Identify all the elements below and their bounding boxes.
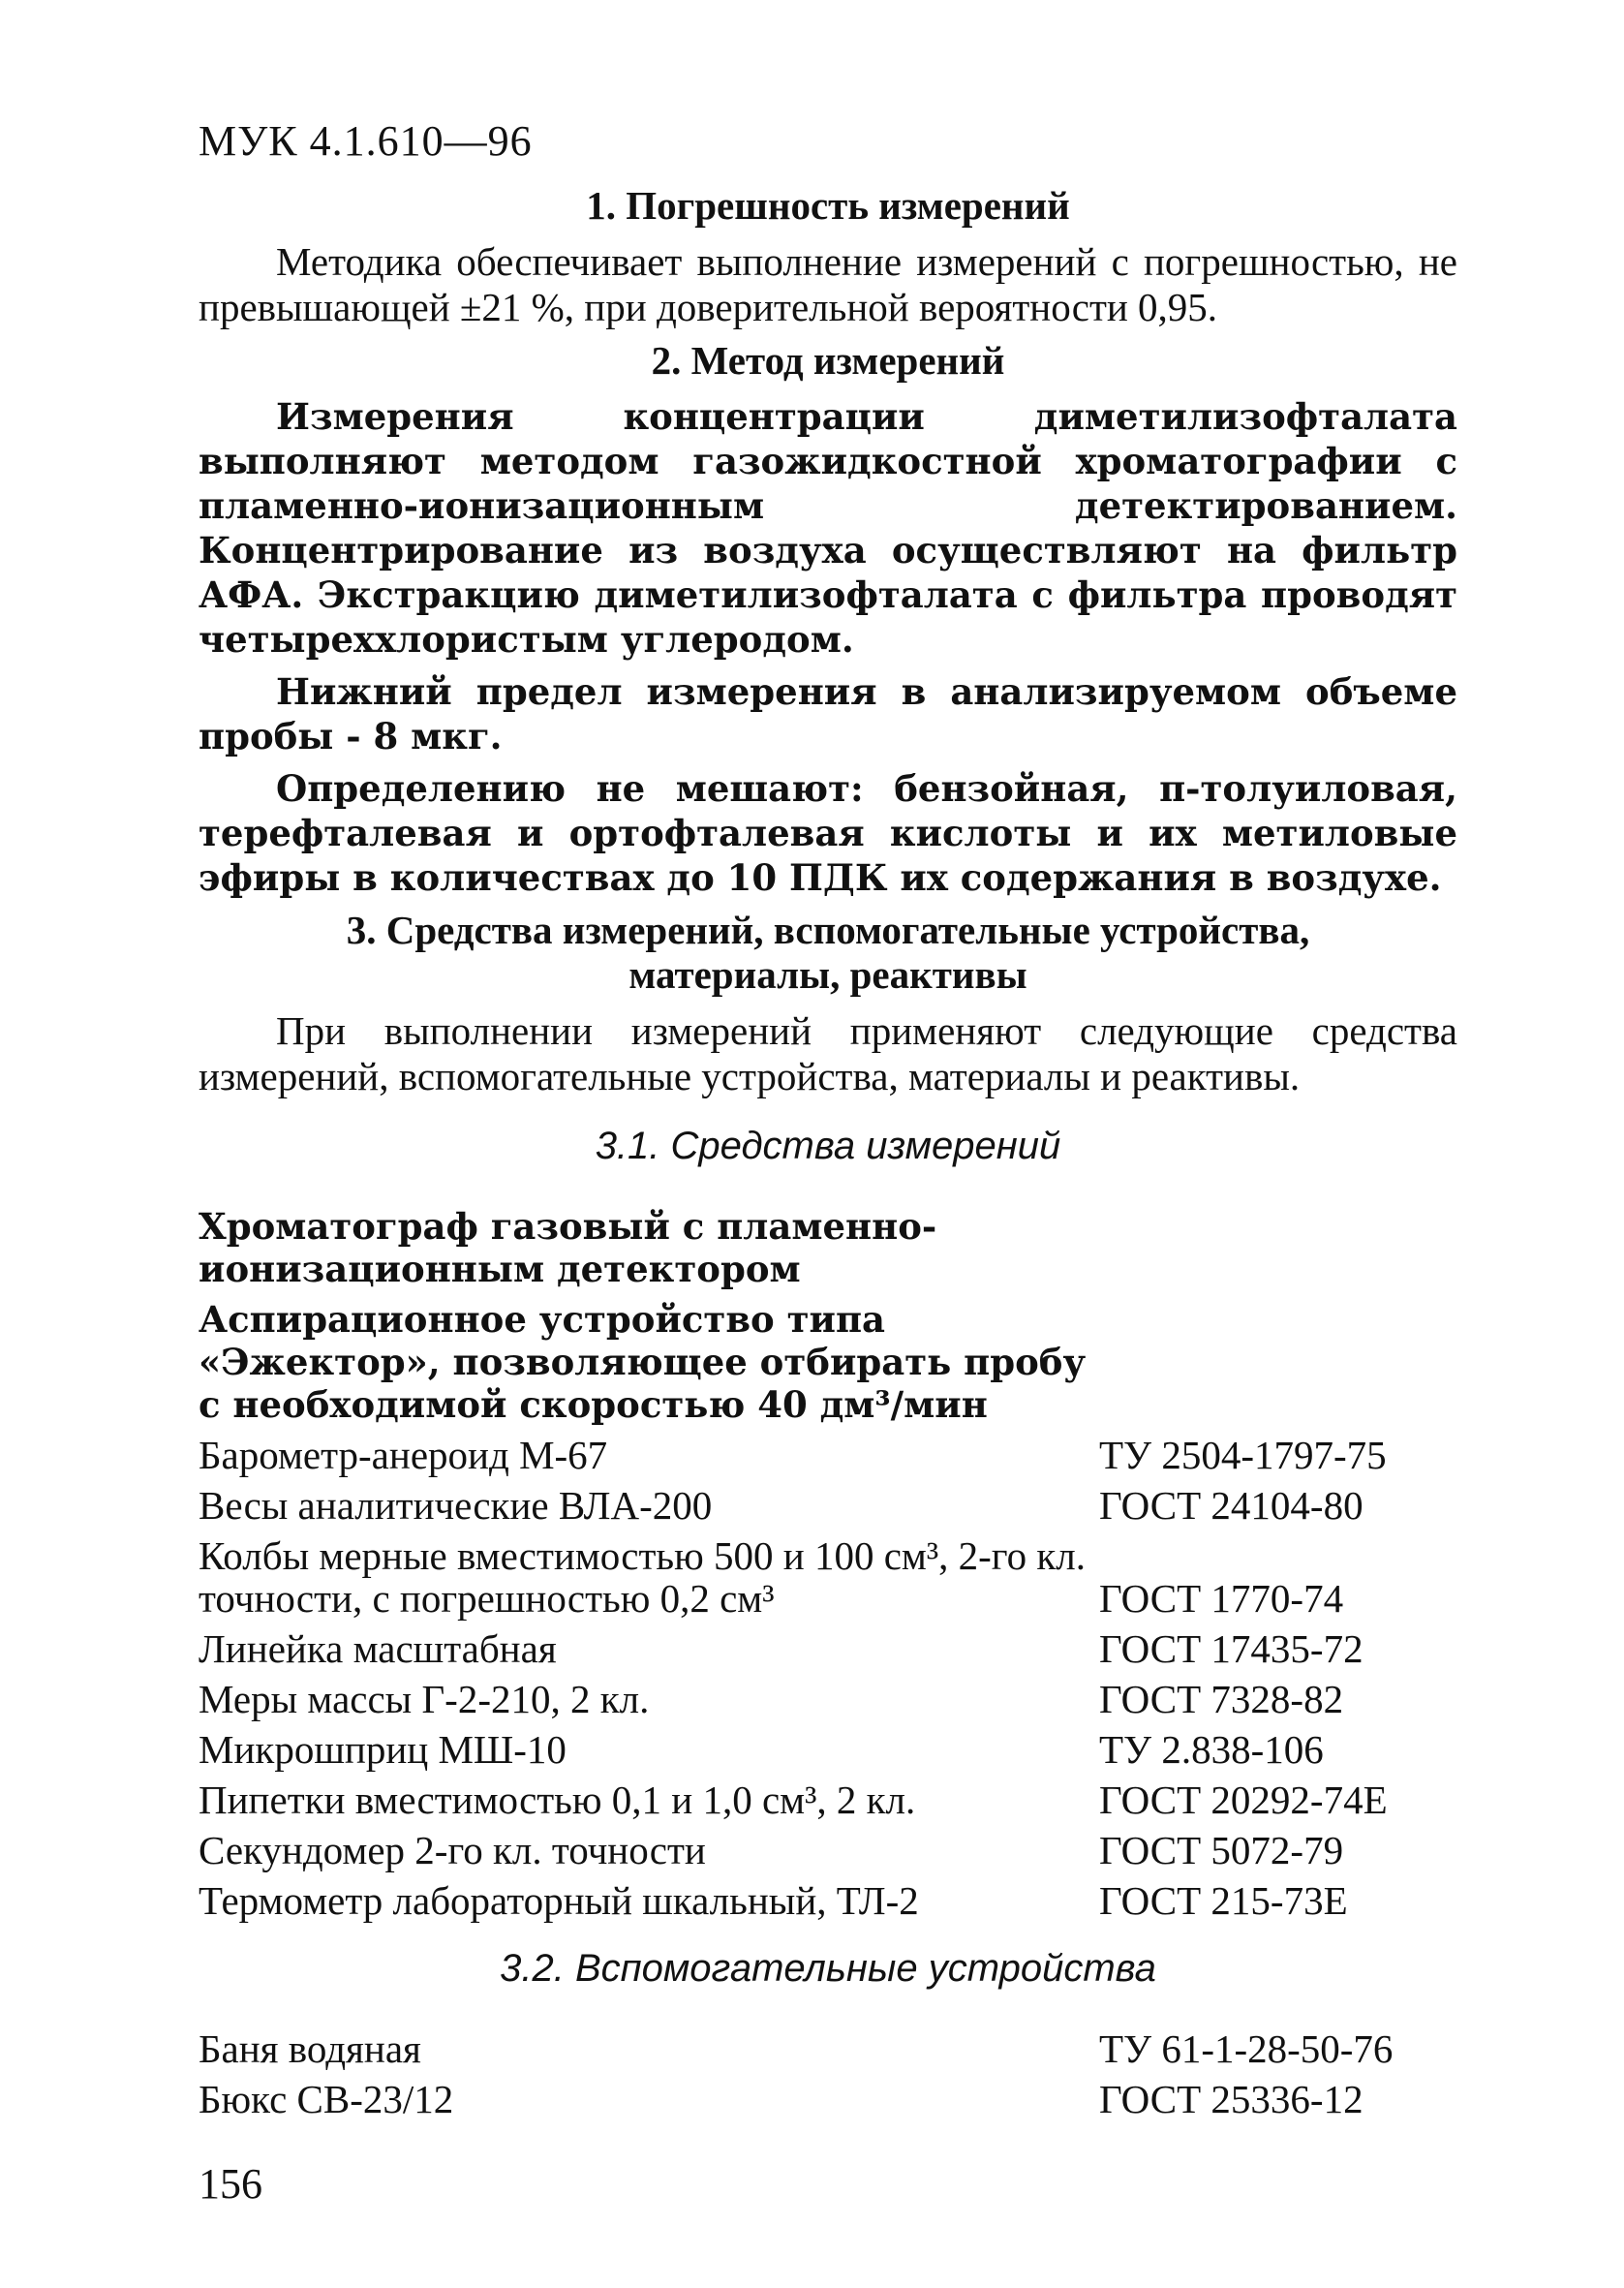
equipment-name: Аспирационное устройство типа «Эжектор», позволяющее отбирать пробу с необходимой скоростью 40 дм³/мин bbox=[199, 1298, 1087, 1426]
equipment-standard: ГОСТ 7328-82 bbox=[1099, 1677, 1344, 1721]
equipment-name: Весы аналитические ВЛА-200 bbox=[199, 1483, 713, 1528]
equipment-name: Колбы мерные вместимостью 500 и 100 см³, 2-го кл. точности, с погрешностью 0,2 см³ bbox=[199, 1533, 1086, 1621]
auxiliary-equipment-table bbox=[199, 2020, 1457, 2120]
equipment-standard: ГОСТ 24104-80 bbox=[1099, 1483, 1364, 1528]
equipment-standard: ТУ 2504-1797-75 bbox=[1099, 1433, 1387, 1477]
table-row bbox=[199, 1197, 1457, 1290]
equipment-standard: ГОСТ 5072-79 bbox=[1099, 1828, 1344, 1872]
equipment-name: Хроматограф газовый с пламенно-ионизационным детектором bbox=[199, 1205, 937, 1290]
section-2-heading: 2. Метод измерений bbox=[651, 338, 1005, 383]
equipment-name: Баня водяная bbox=[199, 2026, 421, 2071]
table-row bbox=[199, 1720, 1457, 1771]
equipment-standard: ГОСТ 1770-74 bbox=[1099, 1576, 1344, 1621]
section-1-heading: 1. Погрешность измерений bbox=[586, 183, 1070, 228]
measuring-equipment-table bbox=[199, 1197, 1457, 1922]
section-1-paragraph: Методика обеспечивает выполнение измерений с погрешностью, не превышающей ±21 %, при доверительной вероятности 0,95. bbox=[199, 239, 1457, 329]
running-header: МУК 4.1.610—96 bbox=[199, 117, 533, 165]
section-3-heading-line-1: 3. Средства измерений, вспомогательные устройства, bbox=[346, 908, 1310, 952]
equipment-standard bbox=[1099, 1290, 1457, 1426]
equipment-name: Бюкс СВ-23/12 bbox=[199, 2077, 454, 2121]
equipment-name: Термометр лабораторный шкальный, ТЛ-2 bbox=[199, 1878, 919, 1923]
equipment-standard bbox=[1099, 1197, 1457, 1290]
table-row bbox=[199, 1871, 1457, 1922]
section-2-paragraph-1: Измерения концентрации диметилизофталата выполняют методом газожидкостной хроматографии с пламенно-ионизационным детектированием. Концентрирование из воздуха осуществляют на фильтр АФА. Экстракцию диметилизофталата с фильтра проводят четыреххлористым углеродом. bbox=[199, 395, 1457, 661]
equipment-name: Секундомер 2-го кл. точности bbox=[199, 1828, 706, 1872]
table-row bbox=[199, 1771, 1457, 1821]
table-row bbox=[199, 1527, 1457, 1620]
equipment-name: Пипетки вместимостью 0,1 и 1,0 см³, 2 кл. bbox=[199, 1778, 916, 1822]
section-2-paragraph-3: Определению не мешают: бензойная, п-толуиловая, терефталевая и ортофталевая кислоты и их метиловые эфиры в количествах до 10 ПДК их содержания в воздухе. bbox=[199, 767, 1457, 899]
section-2-paragraph-2: Нижний предел измерения в анализируемом объеме пробы - 8 мкг. bbox=[199, 670, 1457, 758]
page-number: 156 bbox=[199, 2160, 262, 2208]
table-row bbox=[199, 2070, 1457, 2120]
equipment-standard: ГОСТ 215-73Е bbox=[1099, 1878, 1348, 1923]
section-3-heading bbox=[199, 908, 1457, 997]
table-row bbox=[199, 1821, 1457, 1871]
table-row bbox=[199, 1290, 1457, 1426]
subsection-3-1-heading: 3.1. Средства измерений bbox=[595, 1125, 1061, 1167]
equipment-standard: ТУ 2.838-106 bbox=[1099, 1727, 1324, 1772]
equipment-standard: ГОСТ 17435-72 bbox=[1099, 1626, 1364, 1671]
table-row bbox=[199, 1670, 1457, 1720]
table-row bbox=[199, 1426, 1457, 1476]
document-page bbox=[199, 116, 1457, 2228]
equipment-name: Микрошприц МШ-10 bbox=[199, 1727, 567, 1772]
equipment-name: Барометр-анероид М-67 bbox=[199, 1433, 608, 1477]
section-3-paragraph: При выполнении измерений применяют следующие средства измерений, вспомогательные устройства, материалы и реактивы. bbox=[199, 1008, 1457, 1098]
equipment-standard: ТУ 61-1-28-50-76 bbox=[1099, 2026, 1394, 2071]
subsection-3-2-heading: 3.2. Вспомогательные устройства bbox=[500, 1947, 1156, 1990]
table-row bbox=[199, 1620, 1457, 1670]
section-3-heading-line-2: материалы, реактивы bbox=[628, 952, 1027, 997]
equipment-name: Меры массы Г-2-210, 2 кл. bbox=[199, 1677, 650, 1721]
table-row bbox=[199, 1476, 1457, 1527]
equipment-name: Линейка масштабная bbox=[199, 1626, 557, 1671]
table-row bbox=[199, 2020, 1457, 2070]
equipment-standard: ГОСТ 20292-74Е bbox=[1099, 1778, 1388, 1822]
equipment-standard: ГОСТ 25336-12 bbox=[1099, 2077, 1364, 2121]
